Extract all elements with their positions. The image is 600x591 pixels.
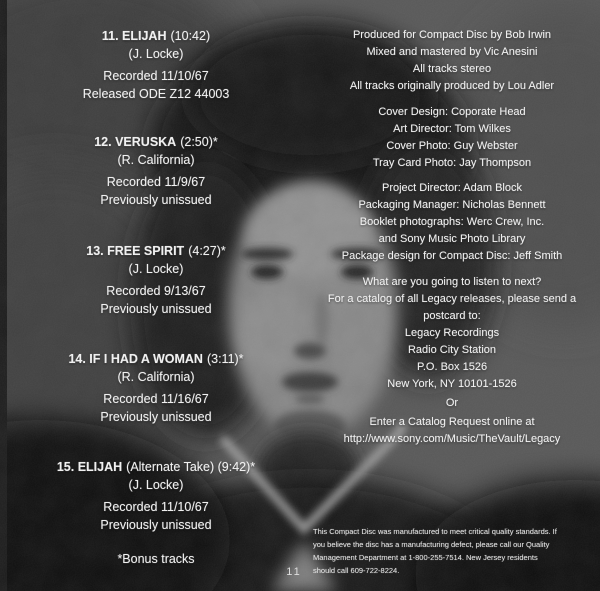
quality-fine-print — [313, 525, 588, 577]
catalog-address-line: New York, NY 10101-1526 — [387, 378, 517, 390]
track-writer: (J. Locke) — [128, 261, 184, 276]
credit-line: Tray Card Photo: Jay Thompson — [372, 157, 532, 169]
track-number-name: 11. ELIJAH — [101, 29, 167, 43]
catalog-line: postcard to: — [423, 310, 481, 322]
fine-print-line: should call 609-722-8224. — [313, 566, 400, 575]
track-number-name: 14. IF I HAD A WOMAN — [68, 352, 203, 366]
online-catalog-info — [316, 414, 588, 448]
catalog-info — [316, 274, 588, 393]
credit-line: Mixed and mastered by Vic Anesini — [366, 46, 538, 58]
track-title — [86, 243, 225, 261]
fine-print-line: you believe the disc has a manufacturing defect, please call our Quality — [313, 540, 550, 549]
track-release-status: Previously unissued — [100, 409, 212, 424]
track-duration: (3:11)* — [206, 352, 244, 366]
track-number-name: 15. ELIJAH — [56, 460, 123, 474]
credit-line: Booklet photographs: Werc Crew, Inc. — [359, 216, 545, 228]
track-title — [68, 351, 243, 369]
track-writer: (J. Locke) — [128, 46, 184, 61]
track-title — [57, 459, 255, 477]
track-entry-15 — [18, 459, 294, 534]
track-number-name: 12. VERUSKA — [94, 135, 177, 149]
catalog-line: What are you going to listen to next? — [362, 276, 542, 288]
track-list — [18, 0, 294, 591]
track-release-status: Previously unissued — [100, 517, 212, 532]
track-duration: (Alternate Take) (9:42)* — [126, 460, 256, 474]
track-writer: (J. Locke) — [128, 477, 184, 492]
track-duration: (10:42) — [170, 29, 211, 43]
bonus-tracks-note: *Bonus tracks — [117, 552, 195, 566]
track-recorded-date: Recorded 11/9/67 — [106, 175, 206, 189]
catalog-address-line: P.O. Box 1526 — [416, 361, 488, 373]
fine-print-line: Management Department at 1-800-255-7514. New Jersey residents — [313, 553, 538, 562]
track-entry-13 — [18, 243, 294, 318]
production-credits — [316, 27, 588, 95]
credit-line: Package design for Compact Disc: Jeff Smith — [341, 250, 563, 262]
design-credits — [316, 104, 588, 172]
online-line: Enter a Catalog Request online at — [369, 416, 535, 428]
track-entry-14 — [18, 351, 294, 426]
track-recorded-date: Recorded 11/10/67 — [103, 500, 209, 514]
track-recorded-date: Recorded 11/10/67 — [103, 69, 209, 83]
credit-line: Produced for Compact Disc by Bob Irwin — [352, 29, 552, 41]
credit-line: All tracks stereo — [412, 63, 492, 75]
track-number-name: 13. FREE SPIRIT — [86, 244, 185, 258]
catalog-url: http://www.sony.com/Music/TheVault/Legacy — [343, 433, 561, 445]
track-title — [102, 28, 210, 46]
catalog-address-line: Legacy Recordings — [404, 327, 500, 339]
credits-column — [316, 0, 588, 591]
catalog-address-line: Radio City Station — [407, 344, 497, 356]
credit-line: Art Director: Tom Wilkes — [393, 123, 511, 135]
track-entry-11 — [18, 28, 294, 103]
credit-line: All tracks originally produced by Lou Adler — [349, 80, 555, 92]
credit-line: Cover Photo: Guy Webster — [386, 140, 518, 152]
track-recorded-date: Recorded 11/16/67 — [103, 392, 209, 406]
credit-line: and Sony Music Photo Library — [378, 233, 526, 245]
packaging-credits — [316, 180, 588, 265]
track-recorded-date: Recorded 9/13/67 — [106, 284, 206, 298]
page-number: 11 — [286, 566, 302, 578]
track-entry-12 — [18, 134, 294, 209]
track-release-status: Released ODE Z12 44003 — [82, 86, 230, 101]
catalog-line: For a catalog of all Legacy releases, please send a — [327, 293, 577, 305]
credit-line: Packaging Manager: Nicholas Bennett — [358, 199, 546, 211]
credit-line: Cover Design: Coporate Head — [378, 106, 526, 118]
track-title — [94, 134, 218, 152]
track-duration: (2:50)* — [180, 135, 218, 149]
track-writer: (R. California) — [117, 152, 195, 167]
track-writer: (R. California) — [117, 369, 195, 384]
fine-print-line: This Compact Disc was manufactured to meet critical quality standards. If — [313, 527, 557, 536]
track-release-status: Previously unissued — [100, 301, 212, 316]
credit-line: Project Director: Adam Block — [382, 182, 522, 194]
or-label: Or — [445, 397, 459, 409]
track-release-status: Previously unissued — [100, 192, 212, 207]
track-duration: (4:27)* — [188, 244, 226, 258]
or-separator — [316, 395, 588, 412]
